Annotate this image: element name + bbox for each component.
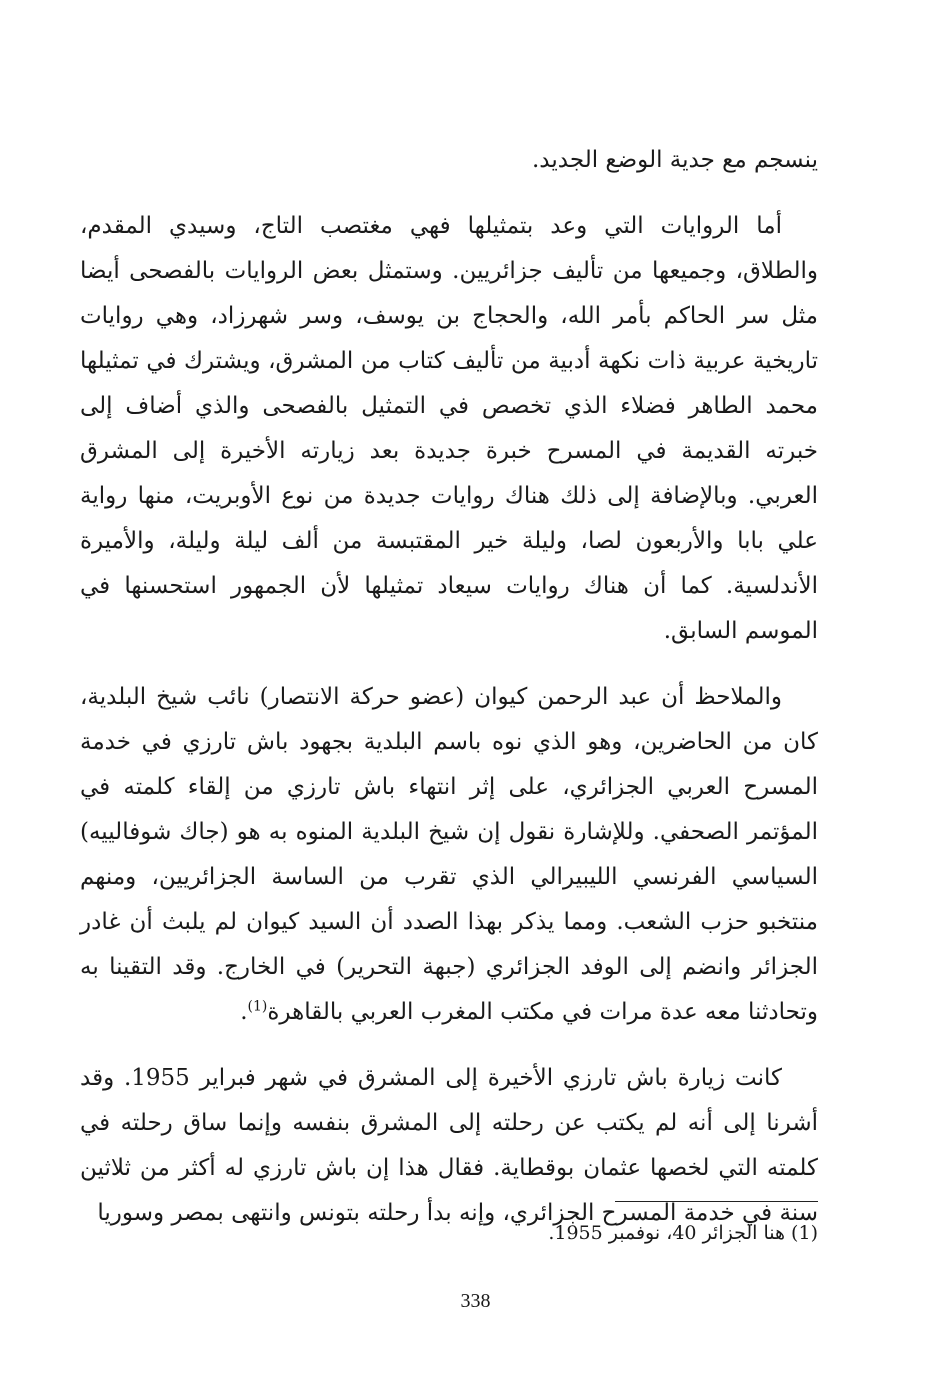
footnote-reference: (1) <box>247 998 268 1015</box>
paragraph-gap <box>80 1035 818 1056</box>
footnote-divider <box>615 1201 818 1202</box>
paragraph-4: كانت زيارة باش تارزي الأخيرة إلى المشرق في شهر فبراير 1955. وقد أشرنا إلى أنه لم يكتب عن رحلته إلى المشرق بنفسه وإنما ساق رحلته في كلمته التي لخصها عثمان بوقطاية. فقال هذا إن باش تارزي له أكثر من ثلاثين سنة في خدمة المسرح الجزائري، وإنه بدأ رحلته بتونس وانتهى بمصر وسوريا <box>80 1065 818 1226</box>
paragraph-2: أما الروايات التي وعد بتمثيلها فهي مغتصب التاج، وسيدي المقدم، والطلاق، وجميعها من تأليف جزائريين. وستمثل بعض الروايات بالفصحى أيضا مثل سر الحاكم بأمر الله، والحجاج بن يوسف، وسر شهرزاد، وهي روايات تاريخية عربية ذات نكهة أدبية من تأليف كتاب من المشرق، ويشترك في تمثيلها محمد الطاهر فضلاء الذي تخصص في التمثيل بالفصحى والذي أضاف إلى خبرته القديمة في المسرح خبرة جديدة بعد زيارته الأخيرة إلى المشرق العربي. وبالإضافة إلى ذلك هناك روايات جديدة من نوع الأوبريت، منها رواية علي بابا والأربعون لصا، وليلة خير المقتبسة من ألف ليلة وليلة، والأميرة الأندلسية. كما أن هناك روايات سيعاد تمثيلها لأن الجمهور استحسنها في الموسم السابق. <box>80 213 818 644</box>
paragraph-3-end: . <box>240 999 248 1025</box>
paragraph-3-text: والملاحظ أن عبد الرحمن كيوان (عضو حركة الانتصار) نائب شيخ البلدية، كان من الحاضرين، وهو الذي نوه باسم البلدية بجهود باش تارزي في خدمة المسرح العربي الجزائري، على إثر انتهاء باش تارزي من إلقاء كلمته في المؤتمر الصحفي. وللإشارة نقول إن شيخ البلدية المنوه به هو (جاك شوفالييه) السياسي الفرنسي الليبيرالي الذي تقرب من الساسة الجزائريين، ومنهم منتخبو حزب الشعب. ومما يذكر بهذا الصدد أن السيد كيوان لم يلبث أن غادر الجزائر وانضم إلى الوفد الجزائري (جبهة التحرير) في الخارج. وقد التقينا به وتحادثنا معه عدة مرات في مكتب المغرب العربي بالقاهرة <box>80 684 818 1025</box>
page-body <box>80 138 818 1236</box>
page-number: 338 <box>460 1290 491 1312</box>
paragraph-gap <box>80 183 818 204</box>
paragraph-1: ينسجم مع جدية الوضع الجديد. <box>532 147 818 173</box>
footnote: (1) هنا الجزائر 40، نوفمبر 1955. <box>548 1222 818 1244</box>
paragraph-gap <box>80 654 818 675</box>
paragraph-3 <box>80 675 818 1035</box>
